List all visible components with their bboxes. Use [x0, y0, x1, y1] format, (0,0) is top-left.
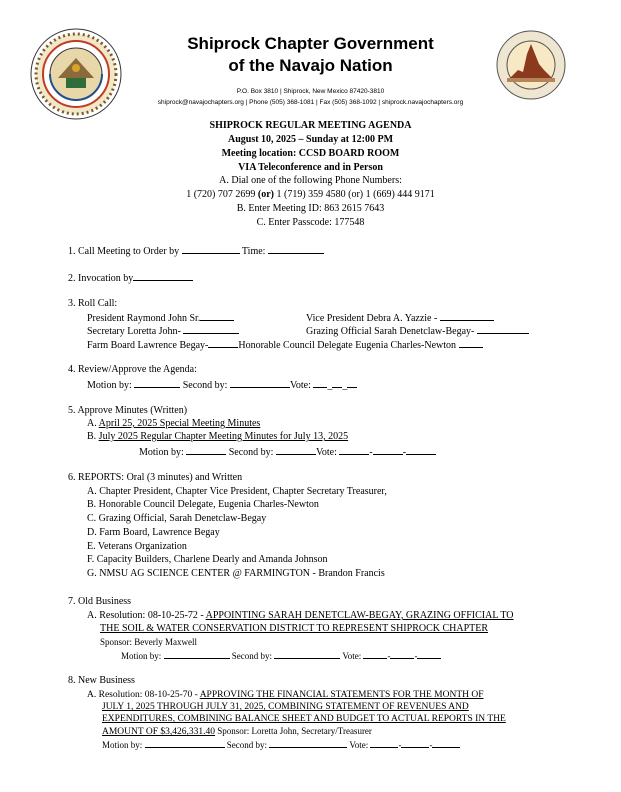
report-item: F. Capacity Builders, Charlene Dearly and Amanda Johnson — [87, 554, 328, 565]
old-resolution-line1: A. Resolution: 08-10-25-72 - APPOINTING SARAH DENETCLAW-BEGAY, GRAZING OFFICIAL TO — [87, 610, 514, 621]
agenda-location: Meeting location: CCSD BOARD ROOM — [221, 148, 400, 159]
roll-farm-board: Farm Board Lawrence Begay- Honorable Council Delegate Eugenia Charles-Newton — [87, 338, 483, 352]
report-item: B. Honorable Council Delegate, Eugenia Charles-Newton — [87, 499, 319, 510]
item-roll-call: 3. Roll Call: — [68, 298, 118, 309]
minutes-motion-line: Motion by: Second by: Vote: - - — [139, 445, 436, 459]
new-motion-line: Motion by: Second by: Vote: - - — [102, 738, 460, 751]
roll-secretary: Secretary Loretta John- — [87, 324, 239, 338]
roll-president: President Raymond John Sr. — [87, 311, 234, 325]
meeting-id: B. Enter Meeting ID: 863 2615 7643 — [236, 203, 385, 214]
item-approve-minutes: 5. Approve Minutes (Written) — [68, 405, 188, 416]
report-item: E. Veterans Organization — [87, 541, 187, 552]
agenda-title: SHIPROCK REGULAR MEETING AGENDA — [209, 120, 412, 131]
report-item: D. Farm Board, Lawrence Begay — [87, 527, 220, 538]
chapter-title-line1: Shiprock Chapter Government — [187, 34, 434, 53]
contact-line: shiprock@navajochapters.org | Phone (505) 368-1081 | Fax (505) 368-1092 | shiprock.navajochapters.org — [157, 99, 464, 106]
agenda-via: VIA Teleconference and in Person — [238, 162, 383, 173]
old-motion-line: Motion by: Second by: Vote: - - — [121, 649, 441, 662]
roll-grazing-official: Grazing Official Sarah Denetclaw-Begay- — [306, 324, 529, 338]
item-new-business: 8. New Business — [68, 675, 135, 686]
old-resolution-line2: THE SOIL & WATER CONSERVATION DISTRICT TO REPRESENT SHIPROCK CHAPTER — [100, 623, 489, 634]
item-review-agenda: 4. Review/Approve the Agenda: — [68, 364, 197, 375]
new-resolution-line1: A. Resolution: 08-10-25-70 - APPROVING THE FINANCIAL STATEMENTS FOR THE MONTH OF — [87, 690, 484, 700]
phone-numbers: 1 (720) 707 2699 (or) 1 (719) 359 4580 (or) 1 (669) 444 9171 — [186, 189, 435, 200]
report-item: G. NMSU AG SCIENCE CENTER @ FARMINGTON - Brandon Francis — [87, 568, 385, 579]
new-resolution-line4: AMOUNT OF $3,426,331.40 Sponsor: Loretta John, Secretary/Treasurer — [102, 726, 372, 737]
address-line: P.O. Box 3810 | Shiprock, New Mexico 87420-3810 — [236, 88, 385, 95]
report-item: A. Chapter President, Chapter Vice President, Chapter Secretary Treasurer, — [87, 486, 387, 497]
item-call-to-order: 1. Call Meeting to Order by Time: — [68, 244, 324, 258]
chapter-title-line2: of the Navajo Nation — [228, 56, 393, 75]
dial-instruction: A. Dial one of the following Phone Numbers: — [219, 175, 402, 186]
item-invocation: 2. Invocation by — [68, 271, 193, 285]
roll-vice-president: Vice President Debra A. Yazzie - — [306, 311, 494, 325]
minutes-b: B. July 2025 Regular Chapter Meeting Minutes for July 13, 2025 — [87, 431, 349, 442]
agenda-date: August 10, 2025 – Sunday at 12:00 PM — [227, 134, 394, 145]
item-old-business: 7. Old Business — [68, 596, 132, 607]
passcode: C. Enter Passcode: 177548 — [256, 217, 365, 228]
item-reports: 6. REPORTS: Oral (3 minutes) and Written — [68, 472, 243, 483]
report-item: C. Grazing Official, Sarah Denetclaw-Begay — [87, 513, 267, 524]
minutes-a: A. April 25, 2025 Special Meeting Minutes — [87, 418, 261, 429]
old-sponsor: Sponsor: Beverly Maxwell — [100, 637, 197, 647]
new-resolution-line2: JULY 1, 2025 THROUGH JULY 31, 2025, COMBINING STATEMENT OF REVENUES AND — [102, 702, 469, 712]
agenda-motion-line: Motion by: Second by: Vote: _ _ — [87, 378, 357, 392]
new-resolution-line3: EXPENDITURES, COMBINING BALANCE SHEET AND BUDGET TO ACTUAL REPORTS IN THE — [102, 714, 506, 724]
